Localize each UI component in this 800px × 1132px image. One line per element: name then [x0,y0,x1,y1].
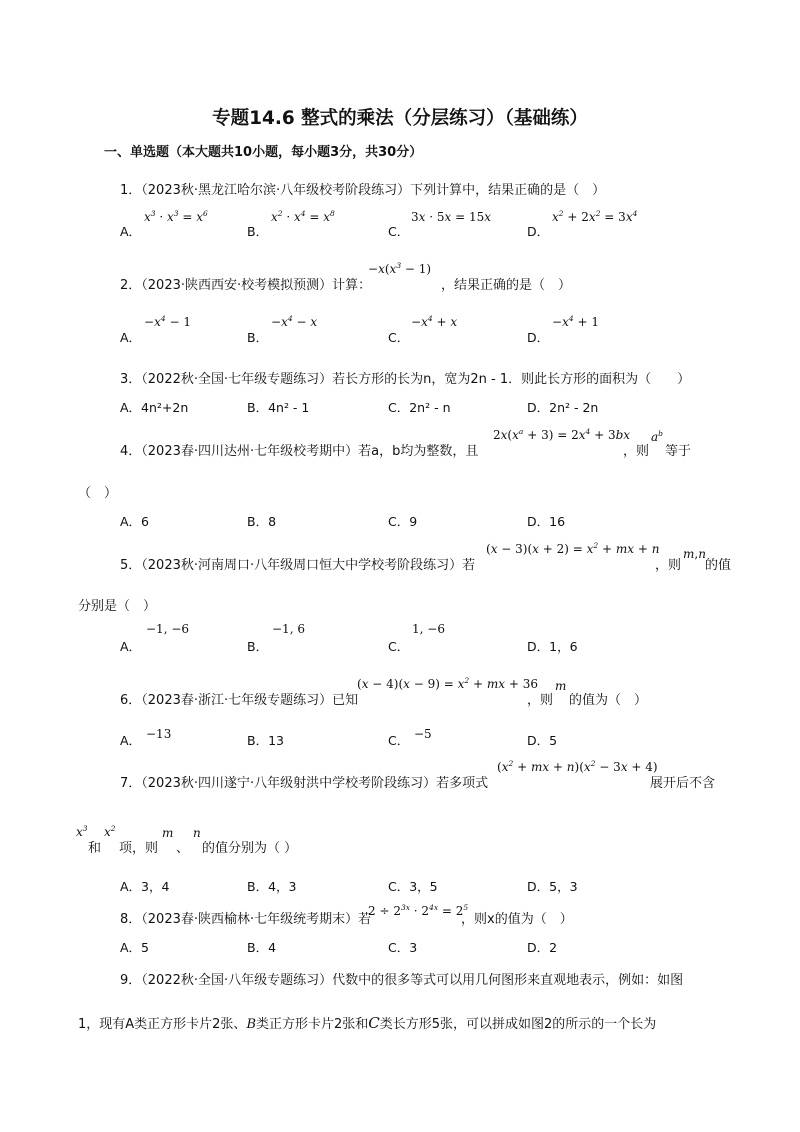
question-9-line-2: 1，现有A类正方形卡片2张、B类正方形卡片2张和C类长方形5张，可以拼成如图2的所示的一个长为 [78,1014,657,1032]
question-7-stem-start: 7．（2023秋·四川遂宁·八年级射洪中学校考阶段练习）若多项式 [120,776,489,791]
q5-equation: $(x - 3)(x + 2) = x^2$ + mx + n [486,541,660,556]
q2-option-c-formula: $-x^4 + x$ [411,314,458,329]
q6-option-c-label: C． [388,733,410,748]
question-4-stem-start: 4．（2023春·四川达州·七年级校考期中）若a，b均为整数，且 [120,444,479,459]
q8-option-c: C．3 [388,940,418,955]
q7-variable-n: n [193,826,201,840]
q7-cont-sep: 、 [176,841,190,856]
q5-option-b-value: −1, 6 [272,622,305,636]
question-7-stem-end: 展开后不含 [650,776,716,791]
question-5-stem-end: 的值 [705,558,732,573]
q6-option-a-value: −13 [146,727,172,741]
q4-power-a-b: $a^b$ [651,429,663,444]
q2-option-c-label: C． [388,330,410,345]
q5-variables-m-n: m,n [683,547,706,561]
q7-option-a: A．3，4 [120,879,170,894]
q6-option-c-value: −5 [414,727,432,741]
q5-option-c-value: 1, −6 [412,622,445,636]
q4-option-b: B．8 [247,514,277,529]
q3-option-d: D．2n² - 2n [527,400,599,415]
q4-option-c: C．9 [388,514,418,529]
q2-option-d-label: D． [527,330,550,345]
q2-option-a-formula: $-x^4 - 1$ [144,314,191,329]
q7-option-d: D．5，3 [527,879,578,894]
q5-option-a-label: A． [120,639,142,654]
question-8-stem-start: 8．（2023春·陕西榆林·七年级统考期末）若 [120,912,372,927]
q1-option-d-formula: $x^2 + 2x^2 = 3x^4$ [552,209,638,224]
q4-equation: $2x(x^a + 3) = 2x^4 + 3bx$ [493,427,631,442]
q2-option-b-label: B． [247,330,269,345]
q2-option-b-formula: $-x^4 - x$ [271,314,318,329]
q8-option-a: A．5 [120,940,150,955]
q7-variable-m: m [162,826,174,840]
q7-cont-mid: 项，则 [119,841,159,856]
q7-cont-and: 和 [88,841,102,856]
question-6-stem-start: 6．（2023春·浙江·七年级专题练习）已知 [120,693,359,708]
q2-expression: $-x(x^3 - 1)$ [368,261,432,276]
q8-option-b: B．4 [247,940,277,955]
question-9-line-1: 9．（2022秋·全国·八年级专题练习）代数中的很多等式可以用几何图形来直观地表示，例如：如图 [120,973,684,988]
page-title: 专题14.6 整式的乘法（分层练习）（基础练） [212,108,588,129]
q1-option-d-label: D． [527,224,550,239]
q6-option-b: B．13 [247,733,284,748]
q3-option-c: C．2n² - n [388,400,451,415]
q1-option-a-label: A． [120,224,142,239]
question-5-stem-mid: ，则 [655,558,682,573]
q7-term-x2: $x^2$ [104,824,116,839]
q5-option-a-value: −1, −6 [146,622,190,636]
q5-option-c-label: C． [388,639,410,654]
q1-option-c-label: C． [388,224,410,239]
q7-option-b: B．4，3 [247,879,297,894]
q3-option-b: B．4n² - 1 [247,400,310,415]
q4-option-a: A．6 [120,514,150,529]
q1-option-a-formula: $x^3 \cdot x^3 = x^6$ [144,209,208,224]
q3-option-a: A．4n²+2n [120,400,189,415]
question-4-stem-end: 等于 [665,444,692,459]
q1-option-b-label: B． [247,224,269,239]
q4-option-d: D．16 [527,514,566,529]
question-6-stem-end: 的值为（ ） [569,693,648,708]
q7-polynomial: ($x^2$ + mx + $n)(x^2 - 3x + 4)$ [497,759,658,774]
q6-option-a-label: A． [120,733,142,748]
section-heading: 一、单选题（本大题共10小题，每小题3分，共30分） [104,145,423,160]
q2-option-d-formula: $-x^4 + 1$ [552,314,599,329]
question-2-stem-end: ，结果正确的是（ ） [441,278,572,293]
question-5-stem-start: 5．（2023秋·河南周口·八年级周口恒大中学校考阶段练习）若 [120,558,476,573]
q8-option-d: D．2 [527,940,558,955]
q5-option-b-label: B． [247,639,269,654]
q7-term-x3: $x^3$ [76,824,88,839]
q8-equation: $2 \div 2^{3x} \cdot 2^{4x} = 2^5$ [368,903,469,918]
question-8-stem-end: ，则x的值为（ ） [461,912,573,927]
q2-option-a-label: A． [120,330,142,345]
q5-option-d: D．1，6 [527,639,578,654]
question-6-stem-mid: ，则 [527,693,554,708]
q7-cont-end: 的值分别为（ ） [202,841,298,856]
question-3-stem: 3．（2022秋·全国·七年级专题练习）若长方形的长为n，宽为2n - 1．则此长方形的面积为（ ） [120,372,691,387]
q6-option-d: D．5 [527,733,558,748]
q6-variable-m: m [555,679,567,693]
q7-option-c: C．3，5 [388,879,438,894]
question-4-stem-mid: ，则 [623,444,650,459]
q6-equation: $(x - 4)(x - 9) = x^2$ + mx + 36 [357,676,538,691]
question-2-stem-start: 2．（2023·陕西西安·校考模拟预测）计算： [120,278,372,293]
q1-option-c-formula: 3x · 5x = 15x [411,210,492,224]
question-1-stem: 1．（2023秋·黑龙江哈尔滨·八年级校考阶段练习）下列计算中，结果正确的是（ ） [120,183,606,198]
question-4-continuation: （ ） [78,486,118,501]
q1-option-b-formula: $x^2 \cdot x^4 = x^8$ [271,209,335,224]
question-5-continuation: 分别是（ ） [78,599,157,614]
